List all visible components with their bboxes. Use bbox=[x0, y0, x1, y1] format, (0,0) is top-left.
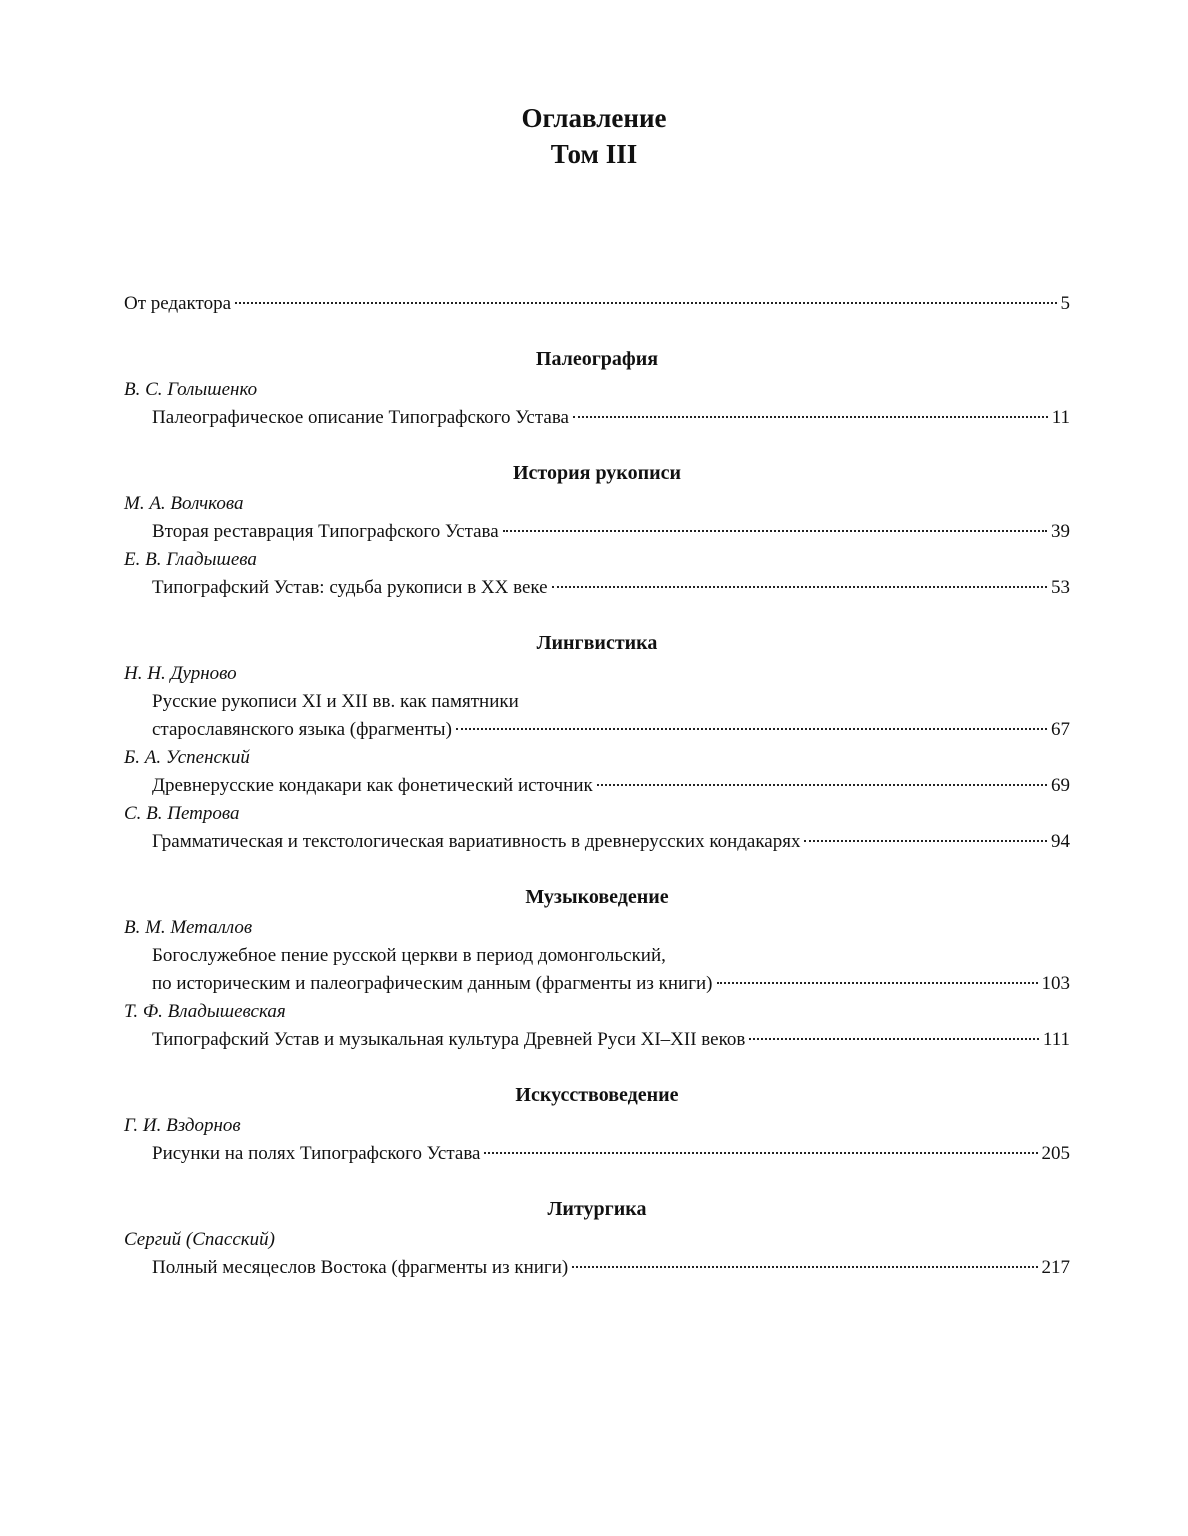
dot-leader bbox=[749, 1038, 1039, 1040]
toc-entry[interactable] bbox=[124, 1026, 1070, 1054]
section-heading: Палеография bbox=[535, 348, 659, 370]
toc-entry-page: 205 bbox=[1041, 1143, 1070, 1164]
toc-entry[interactable] bbox=[124, 518, 1070, 546]
toc-entry[interactable] bbox=[124, 716, 1070, 744]
toc-entry[interactable] bbox=[124, 970, 1070, 998]
dot-leader bbox=[456, 728, 1047, 730]
toc-section bbox=[124, 628, 1070, 856]
toc-entry-intro[interactable] bbox=[124, 290, 1070, 318]
toc-section bbox=[124, 458, 1070, 602]
author-name: М. А. Волчкова bbox=[124, 493, 244, 514]
dot-leader bbox=[717, 982, 1038, 984]
section-heading: История рукописи bbox=[512, 462, 682, 484]
page-title: Оглавление bbox=[521, 103, 667, 133]
toc-entry[interactable] bbox=[124, 828, 1070, 856]
dot-leader bbox=[484, 1152, 1037, 1154]
toc-entry[interactable] bbox=[124, 1140, 1070, 1168]
toc-entry-title-line: Русские рукописи XI и XII вв. как памятники bbox=[152, 691, 519, 712]
section-heading: Искусствоведение bbox=[515, 1084, 679, 1106]
toc-entry-page: 217 bbox=[1041, 1257, 1070, 1278]
toc-entry-page: 103 bbox=[1041, 973, 1070, 994]
toc-entry-title: От редактора bbox=[124, 293, 232, 314]
toc-entry-title: Древнерусские кондакари как фонетический источник bbox=[152, 775, 593, 796]
toc-sections bbox=[124, 344, 1070, 1282]
toc-entry-page: 5 bbox=[1060, 293, 1070, 314]
author-name: Г. И. Вздорнов bbox=[124, 1115, 241, 1136]
toc-section bbox=[124, 344, 1070, 432]
toc-entry[interactable] bbox=[124, 574, 1070, 602]
toc-entry-title: Рисунки на полях Типографского Устава bbox=[152, 1143, 481, 1164]
toc-entry[interactable] bbox=[124, 772, 1070, 800]
author-name: Е. В. Гладышева bbox=[124, 549, 257, 570]
dot-leader bbox=[573, 416, 1048, 418]
toc-entry-title: старославянского языка (фрагменты) bbox=[152, 719, 452, 740]
toc-entry-page: 67 bbox=[1051, 719, 1070, 740]
toc-entry-page: 94 bbox=[1051, 831, 1070, 852]
author-name: В. С. Голышенко bbox=[124, 379, 258, 400]
table-of-contents bbox=[124, 290, 1070, 1282]
author-name: В. М. Металлов bbox=[124, 917, 253, 938]
toc-entry-title: Типографский Устав и музыкальная культура Древней Руси XI–XII веков bbox=[152, 1029, 746, 1050]
section-heading: Музыковедение bbox=[525, 886, 669, 908]
toc-entry-title: Вторая реставрация Типографского Устава bbox=[152, 521, 499, 542]
toc-entry-title: Грамматическая и текстологическая вариативность в древнерусских кондакарях bbox=[152, 831, 801, 852]
toc-section bbox=[124, 1194, 1070, 1282]
author-name: Б. А. Успенский bbox=[124, 747, 250, 768]
dot-leader bbox=[597, 784, 1047, 786]
dot-leader bbox=[572, 1266, 1037, 1268]
toc-entry-page: 53 bbox=[1051, 577, 1070, 598]
volume-title: Том III bbox=[550, 139, 638, 169]
author-name: Н. Н. Дурново bbox=[124, 663, 237, 684]
toc-entry-page: 111 bbox=[1042, 1029, 1070, 1050]
toc-entry-title: Полный месяцеслов Востока (фрагменты из книги) bbox=[152, 1257, 569, 1278]
toc-entry[interactable] bbox=[124, 404, 1070, 432]
dot-leader bbox=[804, 840, 1047, 842]
author-name: Сергий (Спасский) bbox=[124, 1229, 275, 1250]
toc-entry-title: Палеографическое описание Типографского Устава bbox=[152, 407, 569, 428]
author-name: Т. Ф. Владышевская bbox=[124, 1001, 286, 1022]
toc-section bbox=[124, 882, 1070, 1054]
toc-entry-title: Типографский Устав: судьба рукописи в XX веке bbox=[152, 577, 548, 598]
toc-entry-page: 69 bbox=[1051, 775, 1070, 796]
title-block bbox=[0, 100, 1188, 172]
dot-leader bbox=[235, 302, 1056, 304]
toc-entry-title-line: Богослужебное пение русской церкви в период домонгольский, bbox=[152, 945, 666, 966]
toc-section bbox=[124, 1080, 1070, 1168]
dot-leader bbox=[552, 586, 1047, 588]
section-heading: Лингвистика bbox=[536, 632, 658, 654]
author-name: С. В. Петрова bbox=[124, 803, 240, 824]
toc-entry[interactable] bbox=[124, 1254, 1070, 1282]
dot-leader bbox=[503, 530, 1047, 532]
toc-entry-page: 11 bbox=[1051, 407, 1070, 428]
toc-entry-page: 39 bbox=[1051, 521, 1070, 542]
toc-entry-title: по историческим и палеографическим данным (фрагменты из книги) bbox=[152, 973, 713, 994]
section-heading: Литургика bbox=[547, 1198, 647, 1220]
